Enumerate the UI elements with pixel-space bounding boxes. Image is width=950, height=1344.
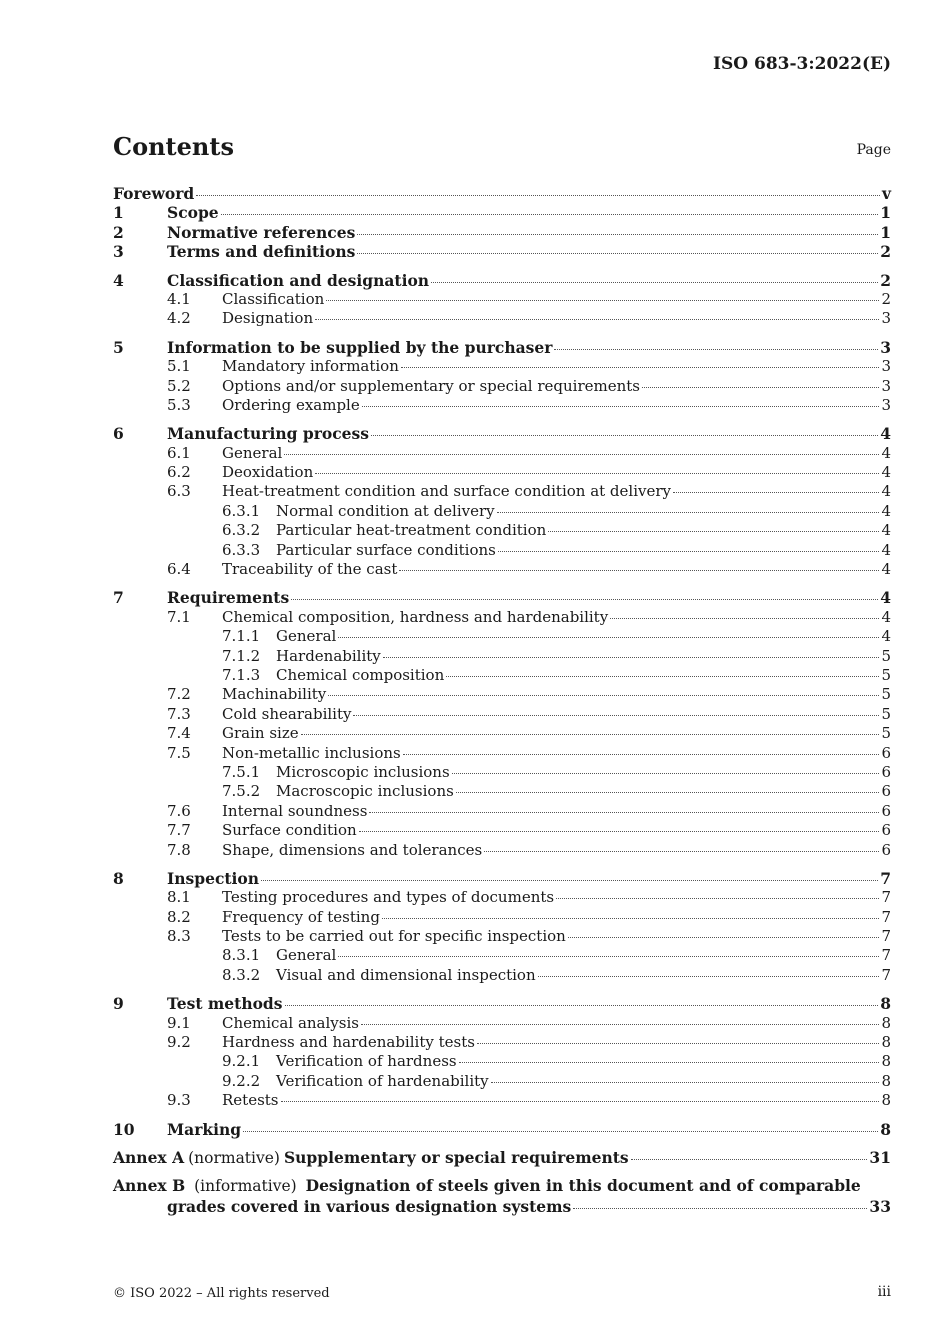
- toc-entry-page: 6: [881, 801, 891, 820]
- toc-entry[interactable]: [113, 357, 891, 376]
- toc-entry-page: 3: [881, 376, 891, 395]
- dot-leader: [328, 695, 879, 696]
- toc-entry-number: 6.3.1: [222, 501, 261, 520]
- dot-leader: [357, 234, 878, 235]
- toc-entry[interactable]: [113, 908, 891, 927]
- annex-b-kind: (informative): [194, 1177, 297, 1196]
- dot-leader: [315, 319, 879, 320]
- toc-entry-title: Mandatory information: [222, 357, 399, 376]
- toc-entry[interactable]: [113, 666, 891, 685]
- toc-entry[interactable]: [113, 444, 891, 463]
- toc-entry-title: Testing procedures and types of documents: [222, 888, 555, 907]
- toc-entry-title: Internal soundness: [222, 801, 368, 820]
- toc-entry[interactable]: [113, 377, 891, 396]
- toc-entry[interactable]: [113, 647, 891, 666]
- toc-entry-title: Marking: [167, 1119, 242, 1139]
- toc-entry[interactable]: [113, 309, 891, 328]
- toc-entry-number: 7.1.2: [222, 646, 261, 665]
- toc-entry-number: 7.8: [167, 840, 191, 859]
- toc-entry-number: 9.1: [167, 1013, 191, 1032]
- toc-entry-title: Scope: [167, 203, 219, 223]
- toc-entry-annex-b[interactable]: [113, 1176, 891, 1216]
- toc-entry[interactable]: [113, 821, 891, 840]
- dot-leader: [383, 657, 880, 658]
- standard-id: ISO 683-3:2022(E): [713, 54, 891, 74]
- toc-entry-page: 7: [881, 927, 891, 946]
- toc-entry[interactable]: [113, 888, 891, 907]
- toc-entry-page: 5: [881, 665, 891, 684]
- toc-entry-number: 6.1: [167, 443, 191, 462]
- dot-leader: [261, 880, 878, 881]
- toc-entry-title: Non-metallic inclusions: [222, 743, 401, 762]
- toc-entry-title: Deoxidation: [222, 463, 314, 482]
- toc-entry[interactable]: [113, 782, 891, 801]
- toc-entry-page: 8: [880, 1119, 891, 1139]
- toc-entry-number: 6.3: [167, 482, 191, 501]
- dot-leader: [568, 937, 880, 938]
- dot-leader: [243, 1131, 878, 1132]
- toc-entry-page: 6: [881, 840, 891, 859]
- dot-leader: [371, 435, 878, 436]
- toc-entry-title: Grain size: [222, 724, 299, 743]
- toc-entry-number: 9.2.1: [222, 1052, 261, 1071]
- dot-leader: [196, 195, 880, 196]
- toc-entry-number: 8.3.2: [222, 965, 261, 984]
- toc-entry[interactable]: [113, 1072, 891, 1091]
- toc-entry-page: 7: [881, 946, 891, 965]
- dot-leader: [631, 1159, 868, 1160]
- toc-entry-title: Chemical composition, hardness and hardenability: [222, 607, 609, 626]
- dot-leader: [285, 1005, 879, 1006]
- toc-entry-number: 7: [113, 588, 124, 608]
- toc-entry-number: 7.7: [167, 821, 191, 840]
- toc-entry-page: 4: [881, 627, 891, 646]
- toc-entry-number: 8.3.1: [222, 946, 261, 965]
- toc-entry[interactable]: [113, 223, 891, 242]
- toc-entry-number: 5.3: [167, 395, 191, 414]
- dot-leader: [456, 792, 880, 793]
- toc-entry-title: Visual and dimensional inspection: [276, 965, 536, 984]
- annex-b-title-line1: Designation of steels given in this document and of comparable: [305, 1176, 861, 1196]
- dot-leader: [369, 812, 879, 813]
- dot-leader: [221, 214, 879, 215]
- toc-entry-number: 5: [113, 337, 124, 357]
- toc-entry-number: 5.2: [167, 376, 191, 395]
- toc-entry-title: Normal condition at delivery: [276, 501, 495, 520]
- toc-entry-number: 7.5: [167, 743, 191, 762]
- toc-entry-page: 4: [880, 588, 891, 608]
- toc-entry[interactable]: [113, 396, 891, 415]
- toc-entry-page: 8: [881, 1052, 891, 1071]
- dot-leader: [642, 387, 879, 388]
- toc-entry[interactable]: [113, 502, 891, 521]
- toc-entry-page: 5: [881, 704, 891, 723]
- toc-entry[interactable]: [113, 685, 891, 704]
- toc-entry-number: 7.2: [167, 685, 191, 704]
- toc-entry[interactable]: [113, 869, 891, 888]
- page-column-label: Page: [856, 142, 891, 158]
- toc-entry-number: 6.2: [167, 463, 191, 482]
- dot-leader: [452, 773, 880, 774]
- dot-leader: [673, 492, 879, 493]
- toc-entry-title: Test methods: [167, 994, 283, 1014]
- toc-entry-page: 6: [881, 782, 891, 801]
- toc-entry-page: 5: [881, 646, 891, 665]
- toc-entry-number: 6.4: [167, 560, 191, 579]
- toc-entry[interactable]: [113, 482, 891, 501]
- toc-entry-page: 5: [881, 685, 891, 704]
- toc-entry-number: 6: [113, 424, 124, 444]
- toc-entry-title: Microscopic inclusions: [276, 762, 450, 781]
- toc-entry[interactable]: [113, 521, 891, 540]
- toc-entry-number: 7.1.1: [222, 627, 261, 646]
- dot-leader: [315, 473, 879, 474]
- annex-a-page: 31: [869, 1147, 891, 1167]
- dot-leader: [554, 349, 878, 350]
- toc-entry-page: 4: [881, 607, 891, 626]
- toc-entry-title: Surface condition: [222, 821, 357, 840]
- dot-leader: [281, 1101, 880, 1102]
- toc-entry-title: Verification of hardness: [276, 1052, 457, 1071]
- table-of-contents: [113, 184, 891, 1216]
- toc-entry[interactable]: [113, 290, 891, 309]
- toc-entry-title: Tests to be carried out for specific inspection: [222, 927, 566, 946]
- toc-entry-number: 10: [113, 1119, 135, 1139]
- toc-entry-page: 4: [881, 560, 891, 579]
- toc-entry-page: 8: [880, 994, 891, 1014]
- dot-leader: [359, 831, 880, 832]
- dot-leader: [291, 599, 878, 600]
- toc-entry-page: 3: [880, 337, 891, 357]
- toc-entry-number: 3: [113, 242, 124, 262]
- toc-entry-number: 4: [113, 270, 124, 290]
- toc-entry[interactable]: [113, 763, 891, 782]
- toc-entry-number: 9: [113, 994, 124, 1014]
- dot-leader: [573, 1208, 867, 1209]
- toc-entry-number: 7.1.3: [222, 665, 261, 684]
- toc-entry[interactable]: [113, 966, 891, 985]
- toc-entry-page: 6: [881, 743, 891, 762]
- toc-entry-number: 9.3: [167, 1091, 191, 1110]
- dot-leader: [477, 1043, 880, 1044]
- dot-leader: [301, 734, 880, 735]
- toc-entry-page: v: [881, 184, 891, 203]
- dot-leader: [403, 754, 880, 755]
- dot-leader: [538, 976, 880, 977]
- toc-entry[interactable]: [113, 927, 891, 946]
- annex-a-tag: Annex A: [113, 1147, 185, 1167]
- toc-entry-page: 4: [881, 463, 891, 482]
- toc-entry-page: 8: [881, 1013, 891, 1032]
- toc-entry-page: 4: [881, 482, 891, 501]
- toc-entry-title: General: [276, 946, 337, 965]
- toc-entry-page: 1: [880, 203, 891, 223]
- annex-a-title: Supplementary or special requirements: [283, 1147, 629, 1167]
- dot-leader: [498, 551, 880, 552]
- toc-entry[interactable]: [113, 994, 891, 1013]
- toc-entry-title: Classification and designation: [167, 270, 430, 290]
- toc-entry-title: Designation: [222, 309, 314, 328]
- toc-entry-title: Heat-treatment condition and surface condition at delivery: [222, 482, 672, 501]
- toc-entry[interactable]: [113, 608, 891, 627]
- toc-entry-page: 1: [880, 222, 891, 242]
- dot-leader: [326, 300, 879, 301]
- toc-entry[interactable]: [113, 424, 891, 443]
- toc-entry-title: Traceability of the cast: [222, 560, 398, 579]
- toc-entry-number: 5.1: [167, 357, 191, 376]
- toc-entry-number: 4.2: [167, 309, 191, 328]
- toc-entry-number: 7.3: [167, 704, 191, 723]
- toc-entry[interactable]: [113, 946, 891, 965]
- toc-entry[interactable]: [113, 744, 891, 763]
- toc-entry-page: 8: [881, 1071, 891, 1090]
- toc-entry-page: 3: [881, 357, 891, 376]
- toc-entry-number: 8.1: [167, 888, 191, 907]
- toc-entry-title: Normative references: [167, 222, 356, 242]
- toc-entry-title: Information to be supplied by the purchaser: [167, 337, 553, 357]
- toc-entry[interactable]: [113, 588, 891, 607]
- toc-entry-title: Verification of hardenability: [276, 1071, 489, 1090]
- toc-entry[interactable]: [113, 1014, 891, 1033]
- dot-leader: [610, 618, 879, 619]
- toc-entry-page: 7: [881, 907, 891, 926]
- toc-entry-title: Frequency of testing: [222, 907, 380, 926]
- footer-page-number: iii: [877, 1284, 891, 1300]
- toc-entry-page: 3: [881, 309, 891, 328]
- toc-entry-title: Shape, dimensions and tolerances: [222, 840, 483, 859]
- dot-leader: [497, 512, 880, 513]
- toc-entry-number: 9.2.2: [222, 1071, 261, 1090]
- toc-entry-title: Foreword: [113, 184, 195, 203]
- toc-entry-title: Options and/or supplementary or special requirements: [222, 376, 640, 395]
- toc-entry-title: Cold shearability: [222, 704, 352, 723]
- toc-entry-page: 4: [881, 521, 891, 540]
- toc-entry-title: Macroscopic inclusions: [276, 782, 454, 801]
- dot-leader: [338, 956, 879, 957]
- toc-entry-number: 9.2: [167, 1033, 191, 1052]
- toc-entry-number: 7.1: [167, 607, 191, 626]
- toc-entry-page: 8: [881, 1091, 891, 1110]
- toc-entry-number: 8.3: [167, 927, 191, 946]
- toc-entry[interactable]: [113, 1052, 891, 1071]
- dot-leader: [431, 282, 878, 283]
- toc-entry-number: 8: [113, 868, 124, 888]
- toc-entry-number: 4.1: [167, 289, 191, 308]
- toc-entry-number: 8.2: [167, 907, 191, 926]
- dot-leader: [491, 1082, 880, 1083]
- footer-copyright: © ISO 2022 – All rights reserved: [113, 1286, 330, 1301]
- toc-entry-page: 5: [881, 724, 891, 743]
- toc-entry-title: Chemical composition: [276, 665, 445, 684]
- toc-entry[interactable]: [113, 463, 891, 482]
- toc-entry[interactable]: [113, 242, 891, 261]
- toc-entry-page: 7: [881, 965, 891, 984]
- toc-entry-page: 4: [881, 443, 891, 462]
- toc-entry-page: 3: [881, 395, 891, 414]
- toc-entry-title: Manufacturing process: [167, 424, 369, 444]
- toc-entry-number: 7.4: [167, 724, 191, 743]
- toc-entry[interactable]: [113, 1033, 891, 1052]
- toc-entry[interactable]: [113, 560, 891, 579]
- toc-entry[interactable]: [113, 541, 891, 560]
- toc-entry[interactable]: [113, 724, 891, 743]
- toc-entry-page: 2: [881, 289, 891, 308]
- dot-leader: [399, 570, 879, 571]
- toc-entry-title: Requirements: [167, 588, 290, 608]
- dot-leader: [357, 253, 878, 254]
- dot-leader: [382, 918, 880, 919]
- toc-entry[interactable]: [113, 271, 891, 290]
- dot-leader: [459, 1062, 880, 1063]
- toc-entry-title: Classification: [222, 289, 325, 308]
- toc-entry-page: 4: [880, 424, 891, 444]
- toc-entry-title: Particular surface conditions: [276, 540, 496, 559]
- dot-leader: [353, 715, 879, 716]
- annex-b-title-line2: grades covered in various designation systems: [167, 1196, 572, 1216]
- toc-entry[interactable]: [113, 338, 891, 357]
- annex-a-kind: (normative): [188, 1148, 280, 1167]
- toc-entry-number: 6.3.2: [222, 521, 261, 540]
- toc-entry-number: 1: [113, 203, 124, 223]
- toc-entry[interactable]: [113, 705, 891, 724]
- dot-leader: [446, 676, 879, 677]
- dot-leader: [284, 454, 879, 455]
- toc-entry[interactable]: [113, 802, 891, 821]
- contents-title: Contents: [113, 132, 234, 161]
- toc-entry-page: 4: [881, 540, 891, 559]
- toc-entry-title: Hardenability: [276, 646, 381, 665]
- toc-entry-page: 7: [881, 888, 891, 907]
- annex-b-page: 33: [869, 1196, 891, 1216]
- toc-entry-page: 2: [880, 270, 891, 290]
- dot-leader: [484, 851, 879, 852]
- toc-entry-page: 4: [881, 501, 891, 520]
- toc-entry-title: Hardness and hardenability tests: [222, 1033, 475, 1052]
- toc-entry[interactable]: [113, 1120, 891, 1139]
- toc-entry-page: 8: [881, 1033, 891, 1052]
- toc-entry-title: Terms and definitions: [167, 242, 356, 262]
- toc-entry[interactable]: [113, 627, 891, 646]
- toc-entry-page: 2: [880, 242, 891, 262]
- toc-entry-number: 7.5.1: [222, 762, 261, 781]
- toc-entry-number: 7.5.2: [222, 782, 261, 801]
- toc-entry-annex-a[interactable]: [113, 1148, 891, 1167]
- toc-entry-page: 7: [880, 868, 891, 888]
- toc-entry-title: General: [222, 443, 283, 462]
- toc-entry-number: 7.6: [167, 801, 191, 820]
- dot-leader: [401, 367, 880, 368]
- toc-entry[interactable]: [113, 203, 891, 222]
- toc-entry-title: Chemical analysis: [222, 1013, 359, 1032]
- toc-entry-title: Machinability: [222, 685, 327, 704]
- toc-entry-title: Particular heat-treatment condition: [276, 521, 547, 540]
- dot-leader: [338, 637, 879, 638]
- toc-entry[interactable]: [113, 841, 891, 860]
- toc-entry[interactable]: [113, 184, 891, 203]
- toc-entry[interactable]: [113, 1091, 891, 1110]
- toc-entry-title: Retests: [222, 1091, 279, 1110]
- annex-b-tag: Annex B: [113, 1176, 186, 1196]
- toc-entry-page: 6: [881, 821, 891, 840]
- dot-leader: [361, 1024, 879, 1025]
- toc-entry-number: 2: [113, 222, 124, 242]
- dot-leader: [362, 406, 880, 407]
- toc-entry-title: Inspection: [167, 868, 260, 888]
- dot-leader: [548, 531, 879, 532]
- toc-entry-title: General: [276, 627, 337, 646]
- toc-entry-number: 6.3.3: [222, 540, 261, 559]
- toc-entry-title: Ordering example: [222, 395, 360, 414]
- toc-entry-page: 6: [881, 762, 891, 781]
- dot-leader: [556, 898, 879, 899]
